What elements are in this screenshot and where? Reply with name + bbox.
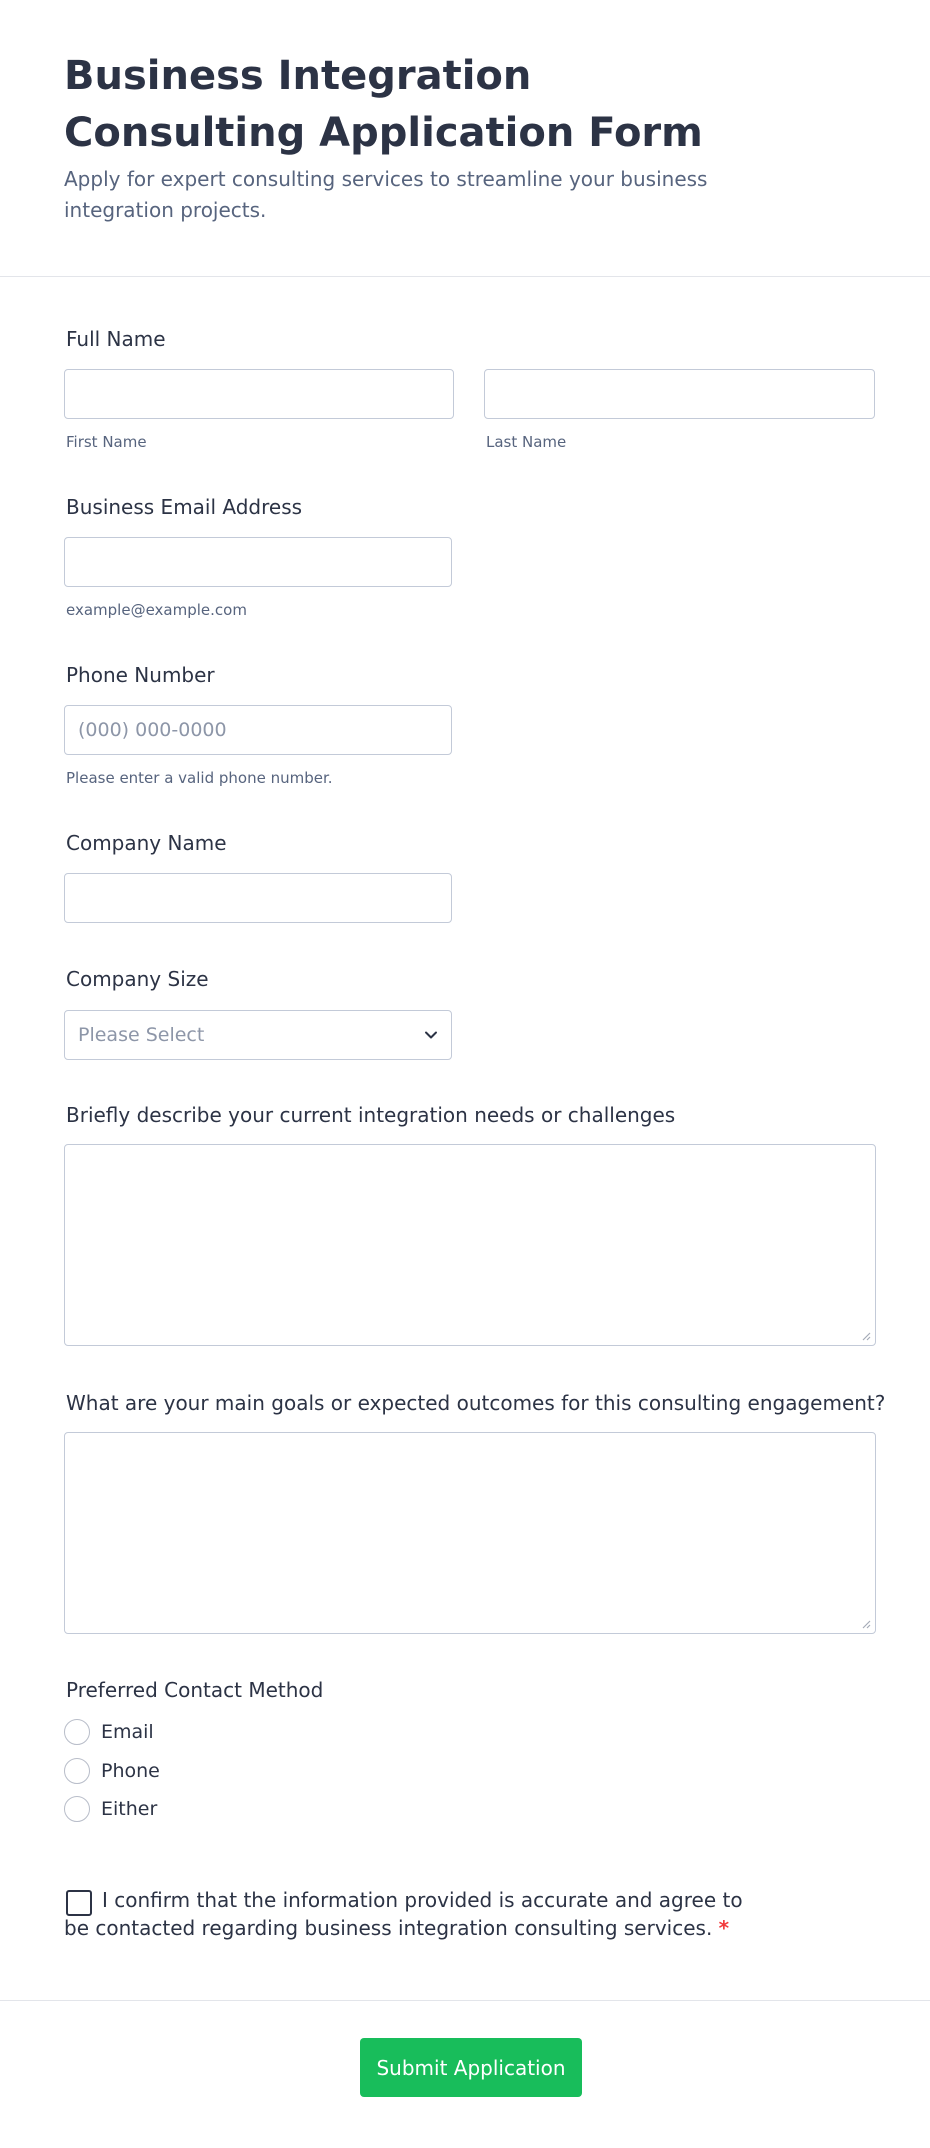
resize-grip-icon[interactable] — [861, 1331, 871, 1341]
footer-divider — [0, 2000, 930, 2001]
company-name-input[interactable] — [64, 873, 452, 923]
radio-label: Email — [101, 1721, 154, 1743]
company-name-label: Company Name — [66, 831, 227, 855]
radio-button[interactable] — [64, 1758, 90, 1784]
first-name-sublabel: First Name — [66, 433, 147, 451]
submit-button[interactable]: Submit Application — [360, 2038, 582, 2097]
required-mark: * — [718, 1916, 730, 1940]
form-header — [0, 0, 930, 277]
radio-button[interactable] — [64, 1796, 90, 1822]
email-label: Business Email Address — [66, 495, 303, 519]
goals-label: What are your main goals or expected outcomes for this consulting engagement? — [66, 1391, 886, 1415]
full-name-label: Full Name — [66, 327, 166, 351]
email-sublabel: example@example.com — [66, 601, 247, 619]
contact-method-label: Preferred Contact Method — [66, 1678, 324, 1702]
last-name-sublabel: Last Name — [486, 433, 567, 451]
email-input[interactable] — [64, 537, 452, 587]
phone-input[interactable] — [64, 705, 452, 755]
needs-textarea[interactable] — [64, 1144, 876, 1346]
first-name-input[interactable] — [64, 369, 454, 419]
radio-label: Phone — [101, 1760, 160, 1782]
page-title: Business Integration Consulting Application Form — [64, 53, 703, 156]
consent-text — [64, 1886, 764, 1942]
phone-sublabel: Please enter a valid phone number. — [66, 769, 333, 787]
goals-textarea[interactable] — [64, 1432, 876, 1634]
radio-label: Either — [101, 1798, 158, 1820]
last-name-input[interactable] — [484, 369, 875, 419]
company-size-label: Company Size — [66, 967, 209, 991]
resize-grip-icon[interactable] — [861, 1619, 871, 1629]
needs-label: Briefly describe your current integration needs or challenges — [66, 1103, 676, 1127]
company-size-selected: Please Select — [78, 1024, 205, 1046]
page-subtitle: Apply for expert consulting services to streamline your business integration projects. — [64, 167, 708, 222]
phone-label: Phone Number — [66, 663, 215, 687]
radio-button[interactable] — [64, 1719, 90, 1745]
company-size-select[interactable] — [64, 1010, 452, 1060]
chevron-down-icon — [423, 1027, 439, 1043]
consent-label: I confirm that the information provided is accurate and agree to be contacted regarding business integration consulting services. — [64, 1888, 743, 1940]
